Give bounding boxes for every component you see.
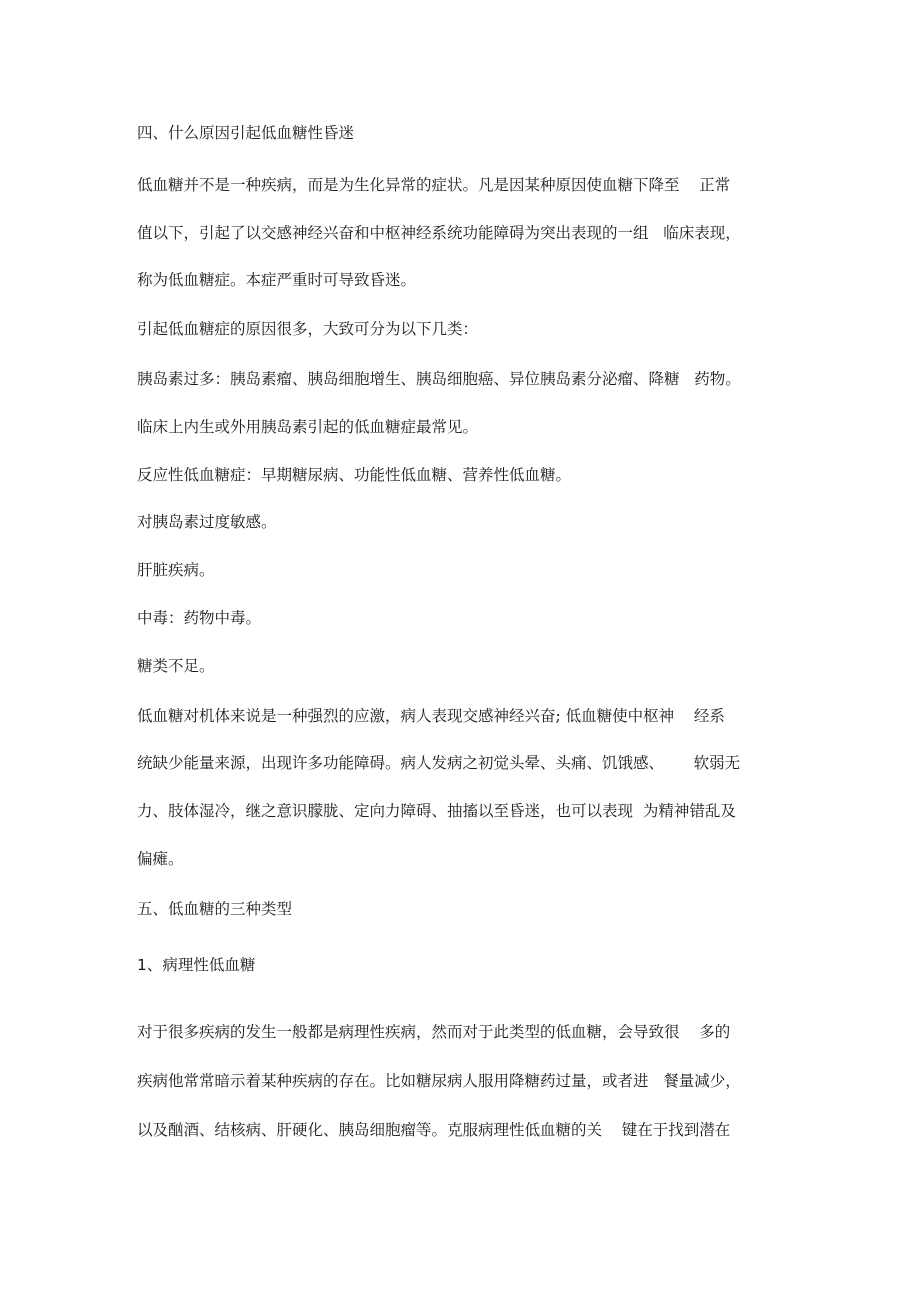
paragraph-line: 引起低血糖症的原因很多，大致可分为以下几类：: [137, 320, 479, 338]
paragraph-line: 低血糖对机体来说是一种强烈的应激，病人表现交感神经兴奋; 低血糖使中枢神 经系: [137, 707, 725, 725]
paragraph-line: 肝脏疾病。: [137, 561, 215, 579]
paragraph-line: 低血糖并不是一种疾病，而是为生化异常的症状。凡是因某种原因使血糖下降至 正常: [137, 176, 731, 194]
paragraph-line: 糖类不足。: [137, 657, 215, 675]
paragraph-line: 中毒：药物中毒。: [137, 609, 262, 627]
paragraph-line: 对于很多疾病的发生一般都是病理性疾病，然而对于此类型的低血糖，会导致很 多的: [137, 1023, 731, 1041]
heading-section-4: 四、什么原因引起低血糖性昏迷: [137, 124, 355, 142]
subheading-pathological: 1、病理性低血糖: [137, 956, 256, 974]
paragraph-line: 临床上内生或外用胰岛素引起的低血糖症最常见。: [137, 418, 479, 436]
paragraph-line: 胰岛素过多：胰岛素瘤、胰岛细胞增生、胰岛细胞癌、异位胰岛素分泌瘤、降糖 药物。: [137, 370, 741, 388]
paragraph-line: 以及酗酒、结核病、肝硬化、胰岛细胞瘤等。克服病理性低血糖的关 键在于找到潜在: [137, 1121, 731, 1139]
paragraph-line: 值以下，引起了以交感神经兴奋和中枢神经系统功能障碍为突出表现的一组 临床表现，: [137, 224, 741, 242]
heading-section-5: 五、低血糖的三种类型: [137, 900, 293, 918]
paragraph-line: 力、肢体湿冷，继之意识朦胧、定向力障碍、抽搐以至昏迷，也可以表现 为精神错乱及: [137, 802, 736, 820]
paragraph-line: 对胰岛素过度敏感。: [137, 513, 277, 531]
paragraph-line: 反应性低血糖症：早期糖尿病、功能性低血糖、营养性低血糖。: [137, 466, 572, 484]
paragraph-line: 统缺少能量来源，出现许多功能障碍。病人发病之初觉头晕、头痛、饥饿感、 软弱无: [137, 754, 741, 772]
paragraph-line: 偏瘫。: [137, 850, 184, 868]
paragraph-line: 称为低血糖症。本症严重时可导致昏迷。: [137, 271, 417, 289]
paragraph-line: 疾病他常常暗示着某种疾病的存在。比如糖尿病人服用降糖药过量，或者进 餐量减少，: [137, 1072, 741, 1090]
